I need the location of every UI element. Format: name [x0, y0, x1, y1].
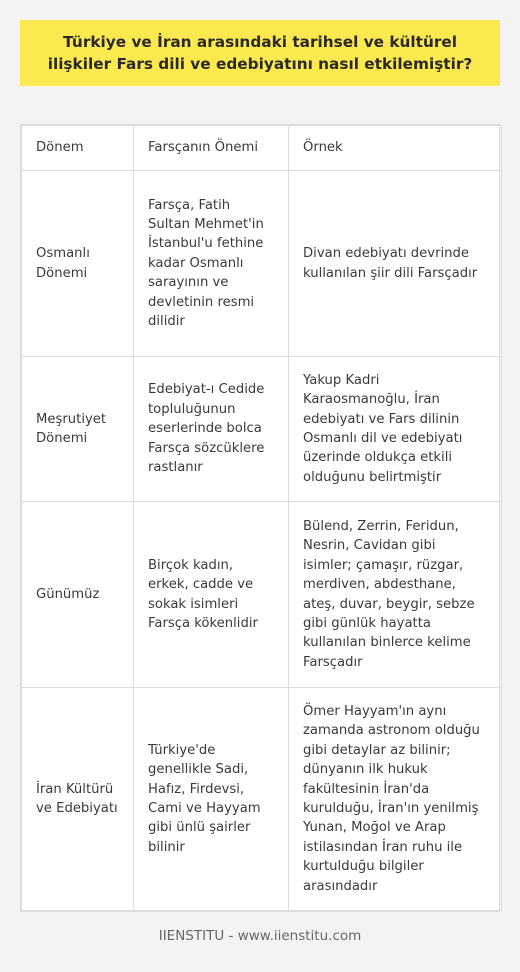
table-header-row [22, 126, 502, 171]
comparison-table [20, 124, 500, 912]
example-cell: Bülend, Zerrin, Feridun, Nesrin, Cavidan gibi isimler; çamaşır, rüzgar, merdiven, abdesthane, ateş, duvar, beygir, sebze gibi günlük hayatta kullanılan binlerce kelime Farsçadır [289, 502, 502, 688]
column-header-example: Örnek [289, 126, 502, 171]
column-header-period: Dönem [22, 126, 134, 171]
example-cell: Divan edebiyatı devrinde kullanılan şiir dili Farsçadır [289, 171, 502, 357]
period-cell: Günümüz [22, 502, 134, 688]
period-cell: Osmanlı Dönemi [22, 171, 134, 357]
table-row [22, 357, 502, 502]
importance-cell: Türkiye'de genellikle Sadi, Hafız, Firdevsi, Cami ve Hayyam gibi ünlü şairler bilinir [134, 688, 289, 911]
table-row [22, 502, 502, 688]
table-row [22, 688, 502, 911]
importance-cell: Edebiyat-ı Cedide topluluğunun eserlerinde bolca Farsça sözcüklere rastlanır [134, 357, 289, 502]
importance-cell: Birçok kadın, erkek, cadde ve sokak isimleri Farsça kökenlidir [134, 502, 289, 688]
footer-credit: IIENSTITU - www.iienstitu.com [158, 928, 362, 944]
column-header-importance: Farsçanın Önemi [134, 126, 289, 171]
table-row [22, 171, 502, 357]
example-cell: Ömer Hayyam'ın aynı zamanda astronom olduğu gibi detaylar az bilinir; dünyanın ilk hukuk fakültesinin İran'da kurulduğu, İran'ın yenilmiş Yunan, Moğol ve Arap istilasından İran ruhu ile kurtulduğu bilgiler arasındadır [289, 688, 502, 911]
period-cell: İran Kültürü ve Edebiyatı [22, 688, 134, 911]
page-title: Türkiye ve İran arasındaki tarihsel ve kültürel ilişkiler Fars dili ve edebiyatını nasıl etkilemiştir? [20, 20, 500, 86]
period-cell: Meşrutiyet Dönemi [22, 357, 134, 502]
importance-cell: Farsça, Fatih Sultan Mehmet'in İstanbul'u fethine kadar Osmanlı sarayının ve devletinin resmi dilidir [134, 171, 289, 357]
example-cell: Yakup Kadri Karaosmanoğlu, İran edebiyatı ve Fars dilinin Osmanlı dil ve edebiyatı üzerinde oldukça etkili olduğunu belirtmiştir [289, 357, 502, 502]
